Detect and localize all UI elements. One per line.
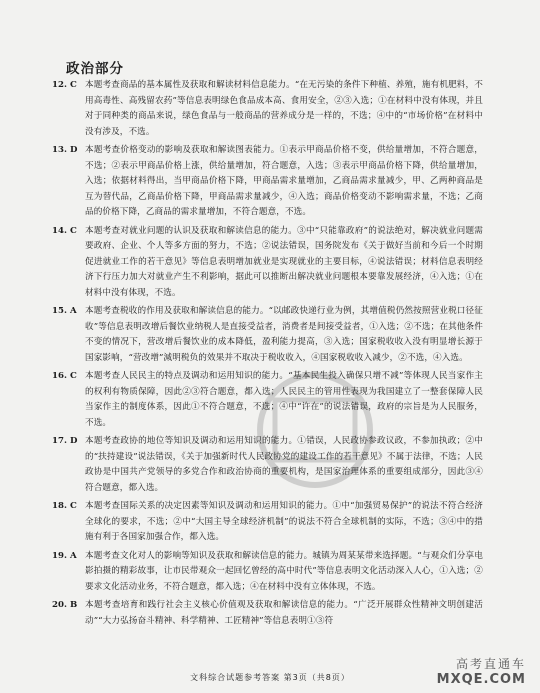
question-number <box>52 499 82 515</box>
answer-item <box>0 78 540 140</box>
answer-choice: C <box>69 501 77 511</box>
answer-item <box>0 499 540 546</box>
answer-item <box>0 224 540 302</box>
question-number <box>52 549 82 565</box>
watermark <box>437 655 526 687</box>
answer-explanation: 本题考查人民民主的特点及调动和运用知识的能力。“基本民生投入确保只增不减”等体现人民当家作主的权利有物质保障，因此②③符合题意，都入选；人民民主的管用性表现为我国建立了一整套保障人民当家作主的制度体系，因此①不符合题意，不选；④中“许在”的说法错误，政府的宗旨是为人民服务，不选。 <box>85 371 483 428</box>
answer-list <box>0 78 540 632</box>
section-title: 政治部分 <box>66 61 124 77</box>
answer-item <box>0 143 540 221</box>
answer-explanation: 本题考查政协的地位等知识及调动和运用知识的能力。①错误，人民政协参政议政，不参加执政；②中的“扶持建设”说法错误，《关于加强新时代人民政协党的建设工作的若干意见》不属于法律，不选；人民政协是中国共产党领导的多党合作和政治协商的重要机构，是国家治理体系的重要组成部分，因此③④符合题意，都入选。 <box>85 436 483 493</box>
answer-choice: D <box>69 436 78 446</box>
question-number-label: 15. <box>52 306 67 316</box>
page-footer: 文科综合试题参考答案 第3页（共8页） <box>190 673 350 682</box>
question-number-label: 14. <box>52 225 67 236</box>
answer-choice: B <box>69 600 78 610</box>
question-number-label: 20. <box>52 600 67 610</box>
answer-item <box>0 304 540 366</box>
answer-choice: D <box>69 145 78 155</box>
answer-explanation: 本题考查培育和践行社会主义核心价值观及获取和解读信息的能力。“广泛开展群众性精神文明创建活动”“大力弘扬奋斗精神、科学精神、工匠精神”等信息表明①③符 <box>85 600 483 626</box>
answer-explanation: 本题考查价格变动的影响及获取和解读图表能力。①表示甲商品价格不变，供给量增加，不符合题意，不选；②表示甲商品价格上涨，供给量增加，符合题意，入选；③表示甲商品价格下降，供给量增加，入选；依据材料得出，当甲商品价格下降，甲商品需求量增加，乙商品需求量减少，甲、乙两种商品是互为替代品，乙商品价格下降，甲商品需求量减少，④入选；商品价格变动不影响需求量，不选；乙商品的价格下降，乙商品的需求量增加，不符合题意，不选。 <box>85 145 483 217</box>
answer-choice: A <box>69 306 77 316</box>
question-number <box>52 434 82 450</box>
question-number-label: 19. <box>52 550 67 561</box>
answer-explanation: 本题考查文化对人的影响等知识及获取和解读信息的能力。城镇为周某某带来选择题。“与观众们分享电影拍摄的精彩故事，让市民带观众一起回忆曾经的高中时代”等信息表明文化活动深入人心，①入选；②要求文化活动业务，不符合题意，都入选；④在材料中没有立体体现，不选。 <box>85 550 483 592</box>
answer-item <box>0 549 540 596</box>
question-number <box>52 143 82 159</box>
answer-choice: C <box>69 80 77 90</box>
watermark-line2: MXQE.COM <box>436 672 526 687</box>
answer-explanation: 本题考查对就业问题的认识及获取和解读信息的能力。③中“只能靠政府”的说法绝对，解决就业问题需要政府、企业、个人等多方面的努力，不选；②说法错误，国务院发布《关于做好当前和今后一个时期促进就业工作的若干意见》等信息表明增加就业是实现就业的主要目标，④说法错误；材料信息表明经济下行压力加大对就业产生不利影响，据此可以推断出解决就业问题根本要靠发展经济，④入选；①在材料中没有体现，不选。 <box>85 225 483 298</box>
question-number-label: 17. <box>52 436 67 446</box>
answer-item <box>0 598 540 629</box>
answer-choice: C <box>69 371 77 381</box>
answer-item <box>0 369 540 431</box>
question-number <box>52 224 82 240</box>
answer-explanation: 本题考查商品的基本属性及获取和解读材料信息能力。“在无污染的条件下种植、养殖，施有机肥料，不用高毒性、高残留农药”等信息表明绿色食品成本高、食用安全，②③入选；①在材料中没有体现，并且对于同种类的商品来说，绿色食品与一般商品的营养成分是一样的，不选；④中的“市场价格”在材料中没有涉及，不选。 <box>85 80 483 137</box>
question-number-label: 18. <box>52 501 67 511</box>
question-number <box>52 598 82 614</box>
question-number-label: 13. <box>52 145 67 155</box>
answer-explanation: 本题考查税收的作用及获取和解读信息的能力。“以邮政快递行业为例，其增值税仍然按照营业税口径征收”等信息表明改增后餐饮业纳税人是直接受益者，消费者是间接受益者，①入选；②不选；在其他条件不变的情况下，营改增后餐饮业的成本降低，盈利能力提高，③入选；国家税收收入没有明显增长源于国家影响，“营改增”減明税负的效果并不取决于税收收入，④国家税收收入减少，②不选，④入选。 <box>85 306 483 363</box>
question-number <box>52 369 82 385</box>
watermark-line1: 高考直通车 <box>455 657 526 671</box>
question-number <box>52 78 82 94</box>
answer-choice: A <box>69 550 77 561</box>
question-number-label: 16. <box>52 371 67 381</box>
answer-explanation: 本题考查国际关系的决定因素等知识及调动和运用知识的能力。①中“加强贸易保护”的说法不符合经济全球化的要求，不选；②中“大国主导全球经济机制”的说法不符合全球机制的实际，不选；③④中的措施有利于各国家加强合作，都入选。 <box>85 501 483 542</box>
answer-choice: C <box>69 225 77 236</box>
question-number-label: 12. <box>52 80 67 90</box>
question-number <box>52 304 82 320</box>
answer-item <box>0 434 540 496</box>
